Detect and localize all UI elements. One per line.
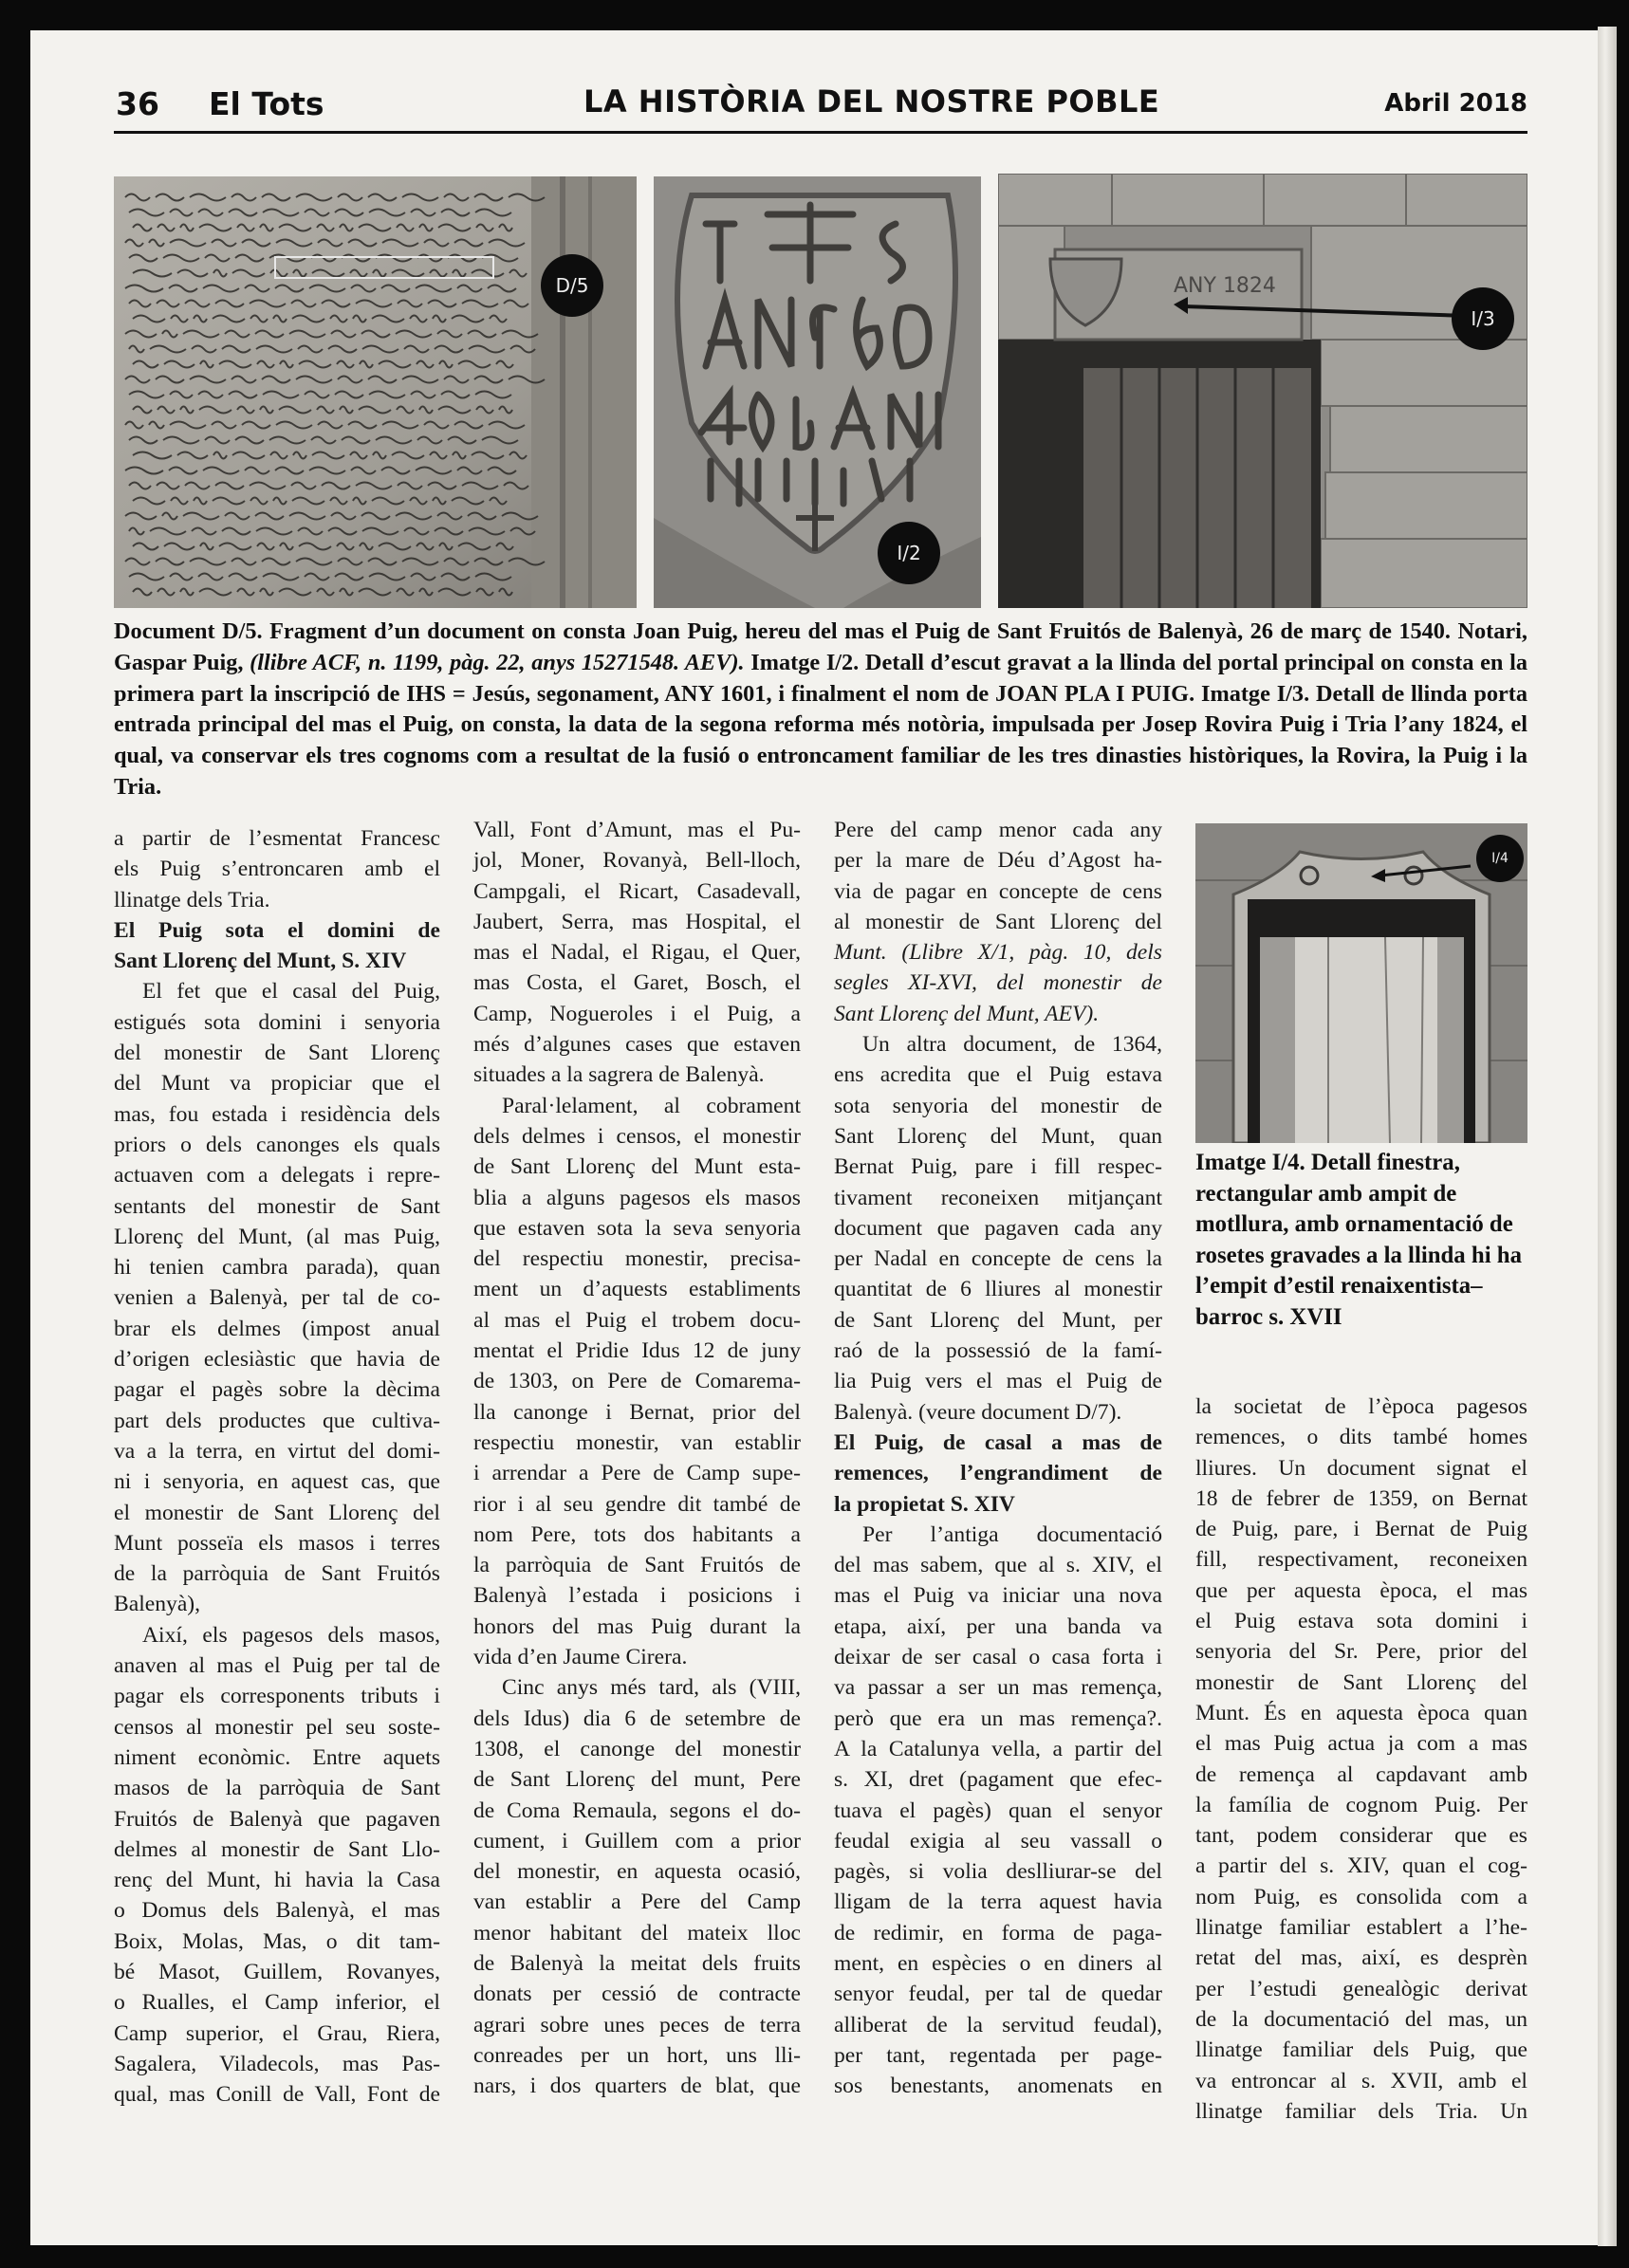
next-page-edge: [1598, 27, 1617, 2246]
col4-line: a partir del s. XIV, quan el cog-: [1195, 1853, 1527, 1879]
col2-line: lla canonge i Bernat, prior del: [473, 1399, 801, 1425]
col3-line: però que era un mas remença?.: [834, 1706, 1162, 1731]
col1-line: de la parròquia de Sant Fruitós: [114, 1561, 440, 1587]
col2-line: respectiu monestir, van establir: [473, 1429, 801, 1455]
col2-line: conreades per un hort, uns lli-: [473, 2042, 801, 2068]
col4-line: monestir de Sant Llorenç del: [1195, 1669, 1527, 1695]
col1-line: mas, fou estada i residència dels: [114, 1101, 440, 1127]
col1-line: estigués sota domini i senyoria: [114, 1009, 440, 1035]
col4-line: el Puig estava sota domini i: [1195, 1609, 1527, 1634]
shield-photo-i2: [654, 176, 981, 608]
issue-date: Abril 2018: [1384, 89, 1527, 118]
col2-line: honors del mas Puig durant la: [473, 1613, 801, 1639]
window-caption: Imatge I/4. Detall finestra, rectangular amb ampit de motllura, amb ornamentació de rosetes gravades a la llinda hi ha l’empit d’estil renaixentista–barroc s. XVII: [1195, 1150, 1522, 1330]
column-2: [473, 815, 801, 2101]
caption-reference: (llibre ACF, n. 1199, pàg. 22, anys 15271548. AEV).: [250, 649, 745, 675]
col1-line: o Rualles, el Camp inferior, el: [114, 1990, 440, 2016]
col2-line: Vall, Font d’Amunt, mas el Pu-: [473, 818, 801, 842]
col3-line: ment, en espècies o en diners al: [834, 1950, 1162, 1976]
col4-line: 18 de febrer de 1359, on Bernat: [1195, 1485, 1527, 1511]
col1-line: els Puig s’entroncaren amb el: [114, 857, 440, 882]
col1-line: llinatge dels Tria.: [114, 887, 270, 913]
col1-line: masos de la parròquia de Sant: [114, 1776, 440, 1801]
i3-badge: I/3: [1452, 287, 1514, 350]
col2-line: Cinc anys més tard, als (VIII,: [502, 1675, 801, 1701]
col1-line: pagar els corresponents tributs i: [114, 1684, 440, 1709]
col1-line: Llorenç del Munt, (al mas Puig,: [114, 1224, 440, 1249]
col3-line: feudal exigia al seu vassall o: [834, 1828, 1162, 1853]
col1-line: renç del Munt, hi havia la Casa: [114, 1868, 440, 1893]
col2-line: rior i al seu gendre dit també de: [473, 1491, 801, 1517]
col3-line: tuava el pagès) quan el senyor: [834, 1798, 1162, 1823]
col1-line: niment econòmic. Entre aquets: [114, 1744, 440, 1770]
col3-line: al monestir de Sant Llorenç del: [834, 909, 1162, 934]
col3-line: Sant Llorenç del Munt, AEV).: [834, 1001, 1100, 1026]
col3-line: alliberat de la servitud feudal),: [834, 2012, 1162, 2038]
col3-line: lligam de la terra aquest havia: [834, 1890, 1162, 1915]
col4-line: que per aquesta època, el mas: [1195, 1577, 1527, 1603]
col4-line: retat del mas, així, es desprèn: [1195, 1945, 1527, 1971]
col2-line: de Sant Llorenç del munt, Pere: [473, 1767, 801, 1793]
col2-line: al mas el Puig el trobem docu-: [473, 1307, 801, 1333]
col3-line: A la Catalunya vella, a partir del: [834, 1736, 1162, 1761]
window-photo-i4: [1195, 823, 1527, 1143]
col3-line: etapa, així, per una banda va: [834, 1613, 1162, 1639]
col1-line: Fruitós de Balenyà que pagaven: [114, 1806, 440, 1832]
col2-line: dels delmes i censos, el monestir: [473, 1123, 801, 1149]
col4-line: la societat de l’època pagesos: [1195, 1394, 1527, 1419]
col4-line: Munt. És en aquesta època quan: [1195, 1700, 1527, 1725]
lintel-year: ANY 1824: [1174, 274, 1276, 298]
col4-line: de remença al capdavant amb: [1195, 1761, 1527, 1787]
col2-line: de 1303, on Pere de Comarema-: [473, 1369, 801, 1394]
column-4: [1195, 1392, 1527, 2127]
col2-line: Balenyà l’estada i posicions i: [473, 1583, 801, 1609]
col3-line: remences, l’engrandiment de: [834, 1461, 1162, 1486]
col1-line: actuaven com a delegats i repre-: [114, 1163, 440, 1189]
col1-line: Sagalera, Viladecols, mas Pas-: [114, 2051, 440, 2076]
col3-line: Per l’antiga documentació: [862, 1521, 1162, 1547]
document-d5-photo: [114, 176, 637, 608]
col3-line: de redimir, en forma de paga-: [834, 1920, 1162, 1945]
col3-line: Pere del camp menor cada any: [834, 818, 1162, 842]
col3-line: per Nadal en concepte de cens la: [834, 1246, 1162, 1272]
door-photo-i3: [998, 174, 1527, 608]
col2-line: del respectiu monestir, precisa-: [473, 1246, 801, 1272]
col3-line: segles XI-XVI, del monestir de: [834, 970, 1162, 996]
col1-line: Sant Llorenç del Munt, S. XIV: [114, 949, 407, 974]
col3-line: ens acredita que el Puig estava: [834, 1062, 1162, 1088]
page-header: [85, 83, 1527, 123]
col2-line: mas Costa, el Garet, Bosch, el: [473, 970, 801, 996]
col1-line: a partir de l’esmentat Francesc: [114, 826, 440, 851]
col3-line: via de pagar en concepte de cens: [834, 878, 1162, 904]
col4-line: nom Puig, es consolida com a: [1195, 1884, 1527, 1909]
col1-line: Boix, Molas, Mas, o dit tam-: [114, 1928, 440, 1954]
col4-line: de la documentació del mas, un: [1195, 2006, 1527, 2032]
col2-line: Campgali, el Ricart, Casadevall,: [473, 878, 801, 904]
col3-line: s. XI, dret (pagament que efec-: [834, 1767, 1162, 1793]
col3-line: per la mare de Déu d’Agost ha-: [834, 848, 1162, 874]
col4-line: va entroncar al s. XVII, amb el: [1195, 2068, 1527, 2093]
col3-line: sota senyoria del monestir de: [834, 1093, 1162, 1118]
col2-line: vida d’en Jaume Cirera.: [473, 1645, 688, 1670]
col2-line: més d’algunes cases que estaven: [473, 1032, 801, 1058]
d5-badge: D/5: [541, 254, 603, 317]
col2-line: Camp, Nogueroles i el Puig, a: [473, 1001, 801, 1026]
door-image: [998, 174, 1527, 608]
col1-line: anaven al mas el Puig per tal de: [114, 1653, 440, 1679]
col3-line: Munt. (Llibre X/1, pàg. 10, dels: [834, 940, 1162, 966]
col1-line: d’origen eclesiàstic que havia de: [114, 1347, 440, 1373]
col1-line: o Domus dels Balenyà, el mas: [114, 1898, 440, 1924]
manuscript-image: [114, 176, 637, 608]
i4-badge: I/4: [1476, 835, 1524, 882]
col2-line: nom Pere, tots dos habitants a: [473, 1521, 801, 1547]
photos-caption: [114, 617, 1527, 803]
header-rule: [114, 131, 1527, 134]
col3-line: sos benestants, anomenats en: [834, 2074, 1162, 2099]
col2-line: 1308, el canonge del monestir: [473, 1736, 801, 1761]
col3-line: Bernat Puig, pare i fill respec-: [834, 1154, 1162, 1180]
col3-line: senyor feudal, per tal de quedar: [834, 1982, 1162, 2007]
col1-line: El Puig sota el domini de: [114, 917, 440, 943]
col1-line: censos al monestir pel seu soste-: [114, 1714, 440, 1740]
col2-line: menor habitant del mateix lloc: [473, 1920, 801, 1945]
column-1: [114, 823, 440, 2110]
col4-line: llinatge familiar dels Tria. Un: [1195, 2098, 1527, 2124]
col3-line: del mas sabem, que al s. XIV, el: [834, 1553, 1162, 1578]
col4-line: de Puig, pare, i Bernat de Puig: [1195, 1517, 1527, 1542]
col1-line: brar els delmes (impost anual: [114, 1316, 440, 1341]
col1-line: priors o dels canonges els quals: [114, 1132, 440, 1157]
col3-line: la propietat S. XIV: [834, 1491, 1015, 1517]
col2-line: blia a alguns pagesos els masos: [473, 1185, 801, 1210]
col3-line: document que pagaven cada any: [834, 1215, 1162, 1241]
col1-line: hi tenien cambra parada), quan: [114, 1255, 440, 1281]
col1-line: Camp superior, el Grau, Riera,: [114, 2020, 440, 2046]
col1-line: del monestir de Sant Llorenç: [114, 1041, 440, 1066]
col3-line: tivament reconeixen mitjançant: [834, 1185, 1162, 1210]
col1-line: El fet que el casal del Puig,: [142, 979, 440, 1005]
window-image: [1195, 823, 1527, 1143]
col3-line: quantitat de 6 lliures al monestir: [834, 1277, 1162, 1302]
caption-text-2: Imatge I/2. Detall d’escut gravat a la llinda del portal principal on consta en la primera part la inscripció de IHS = Jesús, segonament, ANY 1601, i finalment el nom de JOAN PLA I PUIG. Imatge I/3. Detall de llinda porta entrada principal del mas el Puig, on consta, la data de la segona reforma més notòria, impulsada per Josep Rovira Puig i Tria l’any 1824, el qual, va conservar els tres cognoms com a resultat de la fusió o entroncament familiar de les tres dinasties històriques, la Rovira, la Puig i la Tria.: [114, 649, 1527, 800]
col1-line: pagar el pagès sobre la dècima: [114, 1377, 440, 1403]
col4-line: llinatge familiar dels Puig, que: [1195, 2038, 1527, 2063]
col2-line: de Coma Remaula, segons el do-: [473, 1798, 801, 1823]
col3-line: Sant Llorenç del Munt, quan: [834, 1123, 1162, 1149]
column-3: [834, 815, 1162, 2101]
col2-line: van establir a Pere del Camp: [473, 1890, 801, 1915]
col1-line: el monestir de Sant Llorenç del: [114, 1500, 440, 1525]
col4-line: llinatge familiar establert a l’he-: [1195, 1915, 1527, 1941]
col2-line: de Balenyà la meitat dels fruits: [473, 1950, 801, 1976]
col1-line: Balenyà),: [114, 1592, 201, 1617]
col3-line: lia Puig vers el mas el Puig de: [834, 1369, 1162, 1394]
col2-line: del monestir, en aquesta ocasió,: [473, 1859, 801, 1885]
col2-line: ment un d’aquests establiments: [473, 1277, 801, 1302]
col2-line: la parròquia de Sant Fruitós de: [473, 1553, 801, 1578]
col3-line: de Sant Llorenç del Munt, per: [834, 1307, 1162, 1333]
col1-line: part dels productes que cultiva-: [114, 1408, 440, 1433]
i2-badge: I/2: [878, 522, 940, 584]
col4-line: senyoria del Sr. Pere, prior del: [1195, 1639, 1527, 1665]
col1-line: venien a Balenyà, per tal de co-: [114, 1285, 440, 1311]
col2-line: jol, Moner, Rovanyà, Bell-lloch,: [473, 848, 801, 874]
col2-line: de Sant Llorenç del Munt esta-: [473, 1154, 801, 1180]
col1-line: Així, els pagesos dels masos,: [142, 1622, 440, 1648]
col3-line: Un altra document, de 1364,: [862, 1032, 1162, 1058]
col4-line: fill, respectivament, reconeixen: [1195, 1547, 1527, 1573]
col1-line: del Munt va propiciar que el: [114, 1071, 440, 1097]
col2-line: nars, i dos quarters de blat, que: [473, 2074, 801, 2099]
col1-line: ni i senyoria, en aquest cas, que: [114, 1469, 440, 1495]
col3-line: pagès, si volia deslliurar-se del: [834, 1859, 1162, 1885]
caption-text-1: Document D/5. Fragment d’un document on consta Joan Puig, hereu del mas el Puig de Sant Fruitós de Balenyà, 26 de març de 1540. Notari, Gaspar Puig,: [114, 618, 1527, 675]
section-title: LA HISTÒRIA DEL NOSTRE POBLE: [583, 83, 1160, 120]
col2-line: dels Idus) dia 6 de setembre de: [473, 1706, 801, 1731]
col4-line: el mas Puig actua ja com a mas: [1195, 1731, 1527, 1757]
col3-line: per tant, regentada per page-: [834, 2042, 1162, 2068]
col3-line: va passar a ser un mas remença,: [834, 1675, 1162, 1701]
col4-line: tant, podem considerar que es: [1195, 1823, 1527, 1849]
magazine-name: El Tots: [209, 85, 324, 122]
col4-line: lliures. Un document signat el: [1195, 1455, 1527, 1481]
col3-line: mas el Puig va iniciar una nova: [834, 1583, 1162, 1609]
col2-line: mentat el Pridie Idus 12 de juny: [473, 1338, 801, 1364]
col1-line: qual, mas Conill de Vall, Font de: [114, 2082, 440, 2108]
page-number: 36: [116, 85, 159, 122]
col2-line: que estaven sota la seva senyoria: [473, 1215, 801, 1241]
col3-line: Balenyà. (veure document D/7).: [834, 1399, 1122, 1425]
col4-line: la família de cognom Puig. Per: [1195, 1792, 1527, 1817]
col3-line: deixar de ser casal o casa forta i: [834, 1645, 1162, 1670]
col4-line: per l’estudi genealògic derivat: [1195, 1976, 1527, 2001]
col3-line: El Puig, de casal a mas de: [834, 1429, 1162, 1455]
col2-line: Jaubert, Serra, mas Hospital, el: [473, 909, 801, 934]
col1-line: delmes al monestir de Sant Llo-: [114, 1836, 440, 1862]
col2-line: Paral·lelament, al cobrament: [502, 1093, 801, 1118]
col3-line: raó de la possessió de la famí-: [834, 1338, 1162, 1364]
col2-line: situades a la sagrera de Balenyà.: [473, 1062, 765, 1088]
col1-line: sentants del monestir de Sant: [114, 1193, 440, 1219]
col2-line: i arrendar a Pere de Camp supe-: [473, 1461, 801, 1486]
col1-line: Munt posseïa els masos i terres: [114, 1530, 440, 1556]
col4-line: remences, o dits també homes: [1195, 1425, 1527, 1450]
col1-line: va a la terra, en virtut del domi-: [114, 1438, 440, 1464]
col2-line: mas el Nadal, el Rigau, el Quer,: [473, 940, 801, 966]
col2-line: agrari sobre unes peces de terra: [473, 2012, 801, 2038]
col2-line: cument, i Guillem com a prior: [473, 1828, 801, 1853]
col2-line: donats per cessió de contracte: [473, 1982, 801, 2007]
col1-line: bé Masot, Guillem, Rovanyes,: [114, 1959, 440, 1984]
